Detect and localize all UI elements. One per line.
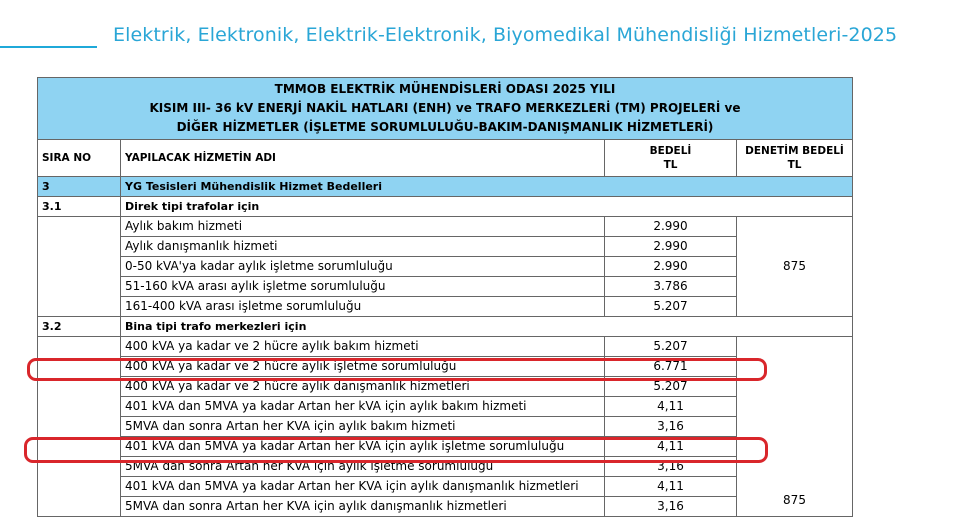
table-row [38, 297, 853, 317]
service-price: 2.990 [605, 237, 737, 257]
table-row [38, 337, 853, 357]
service-price: 5.207 [605, 337, 737, 357]
service-name: Aylık bakım hizmeti [121, 217, 605, 237]
subsection-no: 3.2 [38, 317, 121, 337]
section-row [38, 177, 853, 197]
page-title: Elektrik, Elektronik, Elektrik-Elektronik, Biyomedikal Mühendisliği Hizmetleri-2025 [113, 24, 898, 46]
section-name: YG Tesisleri Mühendislik Hizmet Bedelleri [121, 177, 853, 197]
table-row [38, 397, 853, 417]
service-price: 6.771 [605, 357, 737, 377]
denetim-value: 875 [737, 337, 853, 517]
section-no: 3 [38, 177, 121, 197]
service-name: 5MVA dan sonra Artan her KVA için aylık bakım hizmeti [121, 417, 605, 437]
table-title-line-1: TMMOB ELEKTRİK MÜHENDİSLERİ ODASI 2025 YILI [274, 82, 616, 96]
table-title-line-3: DİĞER HİZMETLER (İŞLETME SORUMLULUĞU-BAKIM-DANIŞMANLIK HİZMETLERİ) [176, 120, 714, 134]
table-row [38, 497, 853, 517]
service-price: 4,11 [605, 397, 737, 417]
table-row [38, 477, 853, 497]
col-header-hizmet: YAPILACAK HİZMETİN ADI [121, 140, 605, 177]
service-name: 0-50 kVA'ya kadar aylık işletme sorumluluğu [121, 257, 605, 277]
service-name: 400 kVA ya kadar ve 2 hücre aylık bakım hizmeti [121, 337, 605, 357]
service-name: 401 kVA dan 5MVA ya kadar Artan her kVA için aylık bakım hizmeti [121, 397, 605, 417]
service-price: 2.990 [605, 217, 737, 237]
price-table [37, 77, 853, 517]
service-price: 5.207 [605, 377, 737, 397]
col-header-sira: SIRA NO [38, 140, 121, 177]
subsection-name: Bina tipi trafo merkezleri için [121, 317, 853, 337]
service-price: 5.207 [605, 297, 737, 317]
service-name: 400 kVA ya kadar ve 2 hücre aylık işletme sorumluluğu [121, 357, 605, 377]
service-name: Aylık danışmanlık hizmeti [121, 237, 605, 257]
header-accent-line [0, 46, 97, 48]
subsection-no: 3.1 [38, 197, 121, 217]
service-name: 5MVA dan sonra Artan her KVA için aylık danışmanlık hizmetleri [121, 497, 605, 517]
service-price: 3,16 [605, 497, 737, 517]
service-name: 401 kVA dan 5MVA ya kadar Artan her kVA için aylık işletme sorumluluğu [121, 437, 605, 457]
service-price: 3,16 [605, 417, 737, 437]
service-name: 400 kVA ya kadar ve 2 hücre aylık danışmanlık hizmetleri [121, 377, 605, 397]
subsection-row-3-2 [38, 317, 853, 337]
table-row [38, 437, 853, 457]
service-name: 161-400 kVA arası işletme sorumluluğu [121, 297, 605, 317]
subsection-name: Direk tipi trafolar için [121, 197, 853, 217]
table-row [38, 457, 853, 477]
service-price: 3,16 [605, 457, 737, 477]
table-row [38, 237, 853, 257]
table-row [38, 257, 853, 277]
service-price: 3.786 [605, 277, 737, 297]
service-price: 2.990 [605, 257, 737, 277]
table-title-row [38, 78, 853, 140]
table-title [38, 78, 853, 140]
service-name: 5MVA dan sonra Artan her KVA için aylık işletme sorumluluğu [121, 457, 605, 477]
table-row [38, 377, 853, 397]
table-title-line-2: KISIM III- 36 kV ENERJİ NAKİL HATLARI (ENH) ve TRAFO MERKEZLERİ (TM) PROJELERİ ve [149, 101, 741, 115]
table-row [38, 357, 853, 377]
subsection-row-3-1 [38, 197, 853, 217]
service-price: 4,11 [605, 437, 737, 457]
table-row [38, 217, 853, 237]
service-name: 401 kVA dan 5MVA ya kadar Artan her KVA için aylık danışmanlık hizmetleri [121, 477, 605, 497]
col-header-denetim: DENETİM BEDELİ TL [737, 140, 853, 177]
col-header-bedel: BEDELİ TL [605, 140, 737, 177]
denetim-value: 875 [737, 217, 853, 317]
service-name: 51-160 kVA arası aylık işletme sorumluluğu [121, 277, 605, 297]
column-header-row [38, 140, 853, 177]
table-row [38, 277, 853, 297]
service-price: 4,11 [605, 477, 737, 497]
table-row [38, 417, 853, 437]
